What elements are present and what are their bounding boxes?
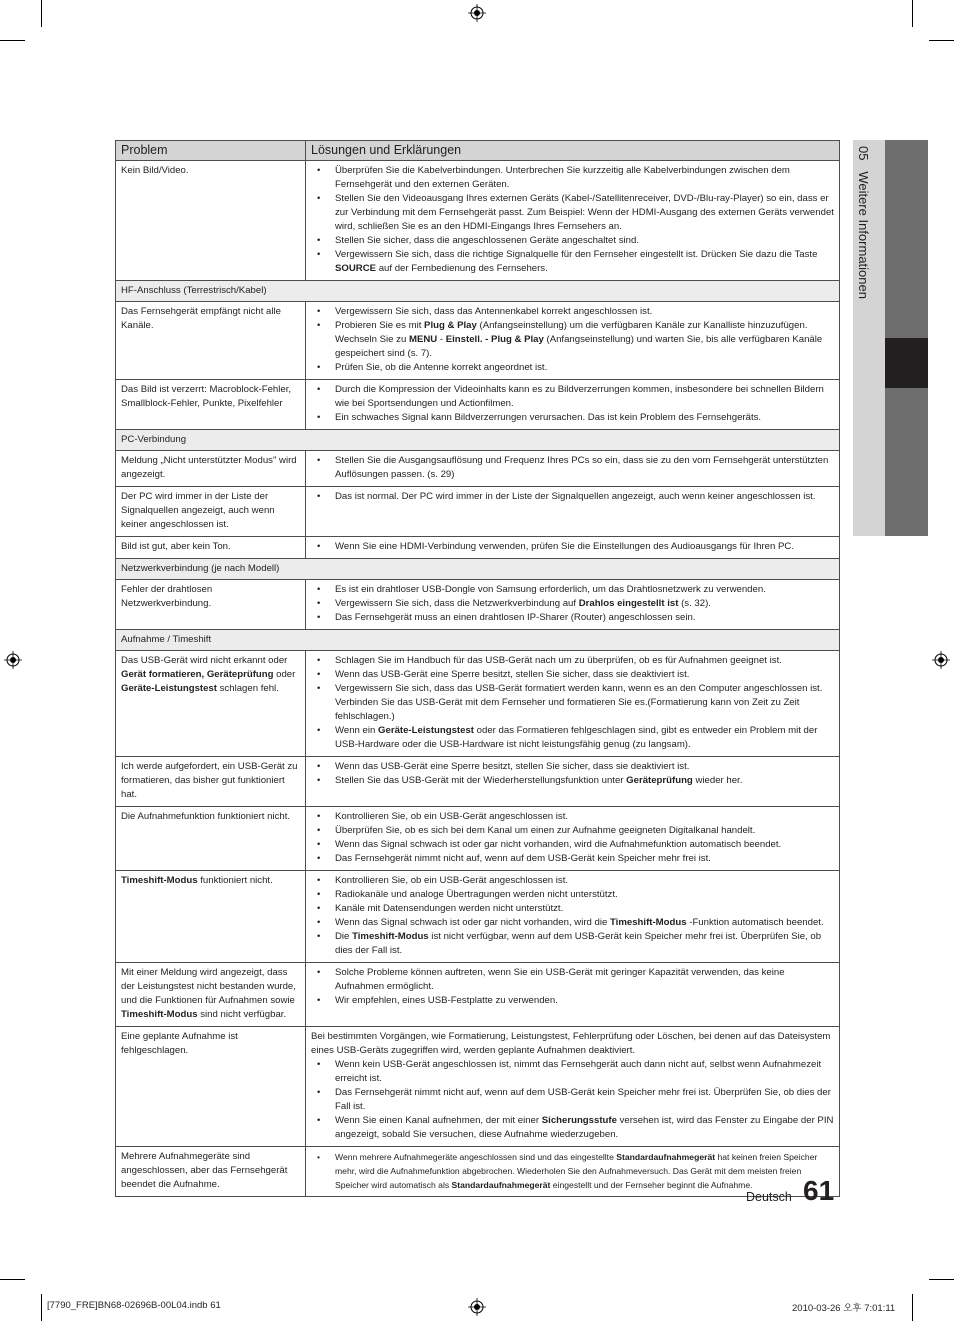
- list-item: • Kanäle mit Datensendungen werden nicht unterstützt.: [311, 902, 834, 916]
- side-tab-bar: [885, 140, 928, 338]
- list-item: • Solche Probleme können auftreten, wenn Sie ein USB-Gerät mit geringer Kapazität verwenden, das keine Aufnahmen ermöglicht.: [311, 966, 834, 994]
- solution-cell: [306, 757, 840, 807]
- troubleshooting-table: [115, 140, 840, 1197]
- problem-cell: Fehler der drahtlosen Netzwerkverbindung.: [116, 580, 306, 630]
- menu-term: Timeshift-Modus: [610, 917, 687, 928]
- list-item: • Das Fernsehgerät muss an einen drahtlosen IP-Sharer (Router) angeschlossen sein.: [311, 611, 834, 625]
- menu-term: Drahlos eingestellt ist: [578, 598, 679, 609]
- problem-cell: Kein Bild/Video.: [116, 161, 306, 281]
- solution-cell: [306, 871, 840, 963]
- text: Wenn Sie einen Kanal aufnehmen, der mit einer: [335, 1115, 542, 1126]
- list-item: • Wenn das USB-Gerät eine Sperre besitzt, stellen Sie sicher, dass sie deaktiviert ist.: [311, 760, 834, 774]
- list-item: [311, 248, 834, 276]
- solution-cell: [306, 451, 840, 487]
- page-number: 61: [803, 1175, 835, 1206]
- list-item: • Stellen Sie sicher, dass die angeschlossenen Geräte angeschaltet sind.: [311, 234, 834, 248]
- problem-cell: Der PC wird immer in der Liste der Signalquellen angezeigt, auch wenn keiner angeschlossen ist.: [116, 487, 306, 537]
- crop-mark: [0, 1279, 25, 1280]
- problem-cell: Mehrere Aufnahmegeräte sind angeschlossen, aber das Fernsehgerät beendet die Aufnahme.: [116, 1147, 306, 1197]
- solution-cell: [306, 807, 840, 871]
- menu-term: Geräte-Leistungstest: [378, 725, 474, 736]
- solution-cell: [306, 380, 840, 430]
- solution-cell: [306, 1147, 840, 1197]
- list-item: • Durch die Kompression der Videoinhalts kann es zu Bildverzerrungen kommen, insbesondere bei schnellen Bildern wie bei Sportsendungen und Actionfilmen.: [311, 383, 834, 411]
- list-item: • Stellen Sie die Ausgangsauflösung und Frequenz Ihres PCs so ein, dass sie zu den vom Fernsehgerät unterstützten Auflösungen passen. (s. 29): [311, 454, 834, 482]
- table-row: [116, 963, 840, 1027]
- table-row: [116, 161, 840, 281]
- problem-cell: Meldung „Nicht unterstützter Modus" wird angezeigt.: [116, 451, 306, 487]
- table-row: [116, 302, 840, 380]
- crop-mark: [41, 1294, 42, 1321]
- text: Vergewissern Sie sich, dass die Netzwerkverbindung auf: [335, 598, 579, 609]
- problem-cell: Das Fernsehgerät empfängt nicht alle Kanäle.: [116, 302, 306, 380]
- text: (s. 32).: [678, 598, 711, 609]
- list-item: [311, 724, 834, 752]
- crop-mark: [912, 1294, 913, 1321]
- table-row: [116, 1027, 840, 1147]
- list-item: [311, 1150, 834, 1192]
- header-problem: Problem: [116, 141, 306, 161]
- problem-cell: [116, 963, 306, 1027]
- solution-cell: [306, 963, 840, 1027]
- imprint-date: 2010-03-26 오후 7:01:11: [792, 1303, 896, 1314]
- solution-cell: [306, 537, 840, 559]
- chapter-label: [856, 146, 871, 299]
- side-tab-active-marker: [885, 338, 928, 388]
- list-item: • Ein schwaches Signal kann Bildverzerrungen verursachen. Das ist kein Problem des Fernsehgeräts.: [311, 411, 834, 425]
- table-row: [116, 1147, 840, 1197]
- list-item: • Radiokanäle und analoge Übertragungen werden nicht unterstützt.: [311, 888, 834, 902]
- section-row: [116, 630, 840, 651]
- solution-cell: [306, 302, 840, 380]
- menu-term: Einstell. - Plug & Play: [445, 334, 544, 345]
- table-row: [116, 380, 840, 430]
- chapter-number: 05: [856, 146, 871, 161]
- text: oder: [273, 669, 296, 680]
- list-item: • Es ist ein drahtloser USB-Dongle von Samsung erforderlich, um das Drahtlosnetzwerk zu verwenden.: [311, 583, 834, 597]
- text: Probieren Sie es mit: [335, 320, 425, 331]
- list-item: • Wenn das USB-Gerät eine Sperre besitzt, stellen Sie sicher, dass sie deaktiviert ist.: [311, 668, 834, 682]
- text: hat keinen freien Speicher mehr, wird die Aufnahmefunktion abgebrochen. Wiederholen Sie den Aufnahmeversuch. Das Gerät mit dem meisten freien Speicher wird automatisch als: [335, 1152, 818, 1190]
- problem-cell: [116, 651, 306, 757]
- problem-cell: Ich werde aufgefordert, ein USB-Gerät zu formatieren, das bisher gut funktioniert hat.: [116, 757, 306, 807]
- list-item: [311, 597, 834, 611]
- text: (Anfangseinstellung) um die verfügbaren Kanäle zur Kanalliste hinzuzufügen. Wechseln Sie zu: [335, 320, 808, 345]
- text: Vergewissern Sie sich, dass die richtige Signalquelle für den Fernseher eingestellt ist. Drücken Sie dazu die Taste: [335, 249, 818, 260]
- header-solutions: Lösungen und Erklärungen: [306, 141, 840, 161]
- table-row: [116, 451, 840, 487]
- list-item: • Kontrollieren Sie, ob ein USB-Gerät angeschlossen ist.: [311, 874, 834, 888]
- section-title: HF-Anschluss (Terrestrisch/Kabel): [116, 281, 840, 302]
- list-item: • Das ist normal. Der PC wird immer in der Liste der Signalquellen angezeigt, auch wenn keiner angeschlossen ist.: [311, 490, 834, 504]
- list-item: • Überprüfen Sie, ob es sich bei dem Kanal um einen zur Aufnahme geeigneten Digitalkanal handelt.: [311, 824, 834, 838]
- text: Mit einer Meldung wird angezeigt, dass der Leistungstest nicht bestanden wurde, und die Funktionen für Aufnahmen sowie: [121, 967, 296, 1006]
- solution-cell: [306, 487, 840, 537]
- text: ist nicht verfügbar, wenn auf dem USB-Gerät kein Speicher mehr frei ist. Überprüfen Sie, ob dies der Fall ist.: [335, 931, 822, 956]
- menu-term: Gerät formatieren, Geräteprüfung: [121, 669, 274, 680]
- text: versehen ist, wird das Fenster zu Eingabe der PIN angezeigt, sobald Sie versuchen, diese Aufnahme wiederzugeben.: [335, 1115, 834, 1140]
- menu-term: Standardaufnahmegerät: [451, 1180, 551, 1190]
- solution-cell: [306, 161, 840, 281]
- text: eingestellt und der Fernseher beginnt die Aufnahme.: [550, 1180, 753, 1190]
- list-item: [311, 1114, 834, 1142]
- text: auf der Fernbedienung des Fernsehers.: [376, 263, 548, 274]
- registration-mark-icon: [932, 651, 950, 669]
- problem-cell: Bild ist gut, aber kein Ton.: [116, 537, 306, 559]
- text: (Anfangseinstellung) und warten Sie, bis alle verfügbaren Kanäle gespeichert sind (s. 7).: [335, 334, 823, 359]
- solution-cell: [306, 1027, 840, 1147]
- menu-term: Standardaufnahmegerät: [616, 1152, 716, 1162]
- table-row: [116, 580, 840, 630]
- list-item: [311, 774, 834, 788]
- text: funktioniert nicht.: [197, 875, 273, 886]
- text: Die: [335, 931, 353, 942]
- list-item: • Prüfen Sie, ob die Antenne korrekt angeordnet ist.: [311, 361, 834, 375]
- table-row: [116, 487, 840, 537]
- list-item: • Kontrollieren Sie, ob ein USB-Gerät angeschlossen ist.: [311, 810, 834, 824]
- text: -: [437, 334, 446, 345]
- side-tab-bar: [885, 388, 928, 536]
- menu-term: Timeshift-Modus: [121, 1009, 198, 1020]
- table-row: [116, 871, 840, 963]
- chapter-title: Weitere Informationen: [856, 171, 871, 299]
- text: wieder her.: [692, 775, 743, 786]
- list-item: • Vergewissern Sie sich, dass das USB-Gerät formatiert werden kann, wenn es an den Computer angeschlossen ist. Verbinden Sie das USB-Gerät mit dem Fernseher und formatieren Sie es.(Formatierung kann von Zeit zu Zeit fehlschlagen.): [311, 682, 834, 724]
- text: Das USB-Gerät wird nicht erkannt oder: [121, 655, 288, 666]
- list-item: • Vergewissern Sie sich, dass das Antennenkabel korrekt angeschlossen ist.: [311, 305, 834, 319]
- crop-mark: [929, 40, 954, 41]
- section-title: PC-Verbindung: [116, 430, 840, 451]
- text: Wenn das Signal schwach ist oder gar nicht vorhanden, wird die: [335, 917, 610, 928]
- menu-term: Sicherungsstufe: [541, 1115, 617, 1126]
- crop-mark: [912, 0, 913, 27]
- menu-term: Geräteprüfung: [626, 775, 693, 786]
- table-row: [116, 807, 840, 871]
- section-row: [116, 559, 840, 580]
- registration-mark-icon: [4, 651, 22, 669]
- solution-cell: [306, 580, 840, 630]
- menu-term: Timeshift-Modus: [121, 875, 198, 886]
- section-title: Aufnahme / Timeshift: [116, 630, 840, 651]
- crop-mark: [929, 1279, 954, 1280]
- section-row: [116, 430, 840, 451]
- text: Wenn ein: [335, 725, 379, 736]
- intro-text: Bei bestimmten Vorgängen, wie Formatierung, Leistungstest, Fehlerprüfung oder Löschen, bei denen auf das Dateisystem eines USB-Geräts zugegriffen wird, werden geplante Aufnahmen deaktiviert.: [311, 1031, 831, 1056]
- imprint-file: [7790_FRE]BN68-02696B-00L04.indb 61: [47, 1300, 221, 1311]
- problem-cell: Die Aufnahmefunktion funktioniert nicht.: [116, 807, 306, 871]
- text: -Funktion automatisch beendet.: [686, 917, 824, 928]
- text: Stellen Sie das USB-Gerät mit der Wiederherstellungsfunktion unter: [335, 775, 627, 786]
- text: schlagen fehl.: [216, 683, 279, 694]
- list-item: • Wenn das Signal schwach ist oder gar nicht vorhanden, wird die Aufnahmefunktion automatisch beendet.: [311, 838, 834, 852]
- list-item: • Wenn Sie eine HDMI-Verbindung verwenden, prüfen Sie die Einstellungen des Audioausgangs für Ihren PC.: [311, 540, 834, 554]
- list-item: • Wir empfehlen, eines USB-Festplatte zu verwenden.: [311, 994, 834, 1008]
- section-row: [116, 281, 840, 302]
- table-row: [116, 757, 840, 807]
- footer-language: Deutsch: [746, 1190, 792, 1204]
- text: sind nicht verfügbar.: [197, 1009, 287, 1020]
- list-item: [311, 930, 834, 958]
- section-title: Netzwerkverbindung (je nach Modell): [116, 559, 840, 580]
- list-item: • Das Fernsehgerät nimmt nicht auf, wenn auf dem USB-Gerät kein Speicher mehr frei ist.: [311, 852, 834, 866]
- key-name: SOURCE: [335, 263, 377, 274]
- menu-term: Geräte-Leistungstest: [121, 683, 217, 694]
- text: oder das Formatieren fehlgeschlagen sind, gibt es entweder ein Problem mit der USB-Hardware oder die USB-Hardware ist nicht leistungsfähig genug (zu langsam).: [335, 725, 818, 750]
- problem-cell: [116, 871, 306, 963]
- list-item: • Stellen Sie den Videoausgang Ihres externen Geräts (Kabel-/Satellitenreceiver, DVD-/Blu-ray-Player) so ein, dass er zur Verbindung mit dem Fernsehgerät passt. Zum Beispiel: Wenn der HDMI-Ausgang des externen Geräts verwendet wird, schließen Sie es an den HDMI-Eingangs Ihres Fernsehers an.: [311, 192, 834, 234]
- list-item: • Wenn kein USB-Gerät angeschlossen ist, nimmt das Fernsehgerät auch dann nicht auf, selbst wenn Aufnahmezeit erreicht ist.: [311, 1058, 834, 1086]
- menu-term: Timeshift-Modus: [352, 931, 429, 942]
- crop-mark: [41, 0, 42, 27]
- solution-cell: [306, 651, 840, 757]
- list-item: • Überprüfen Sie die Kabelverbindungen. Unterbrechen Sie kurzzeitig alle Kabelverbindungen zwischen dem Fernsehgerät und den externen Geräten.: [311, 164, 834, 192]
- list-item: [311, 319, 834, 361]
- registration-mark-icon: [468, 4, 486, 22]
- table-header-row: [116, 141, 840, 161]
- registration-mark-icon: [468, 1298, 486, 1316]
- list-item: • Das Fernsehgerät nimmt nicht auf, wenn auf dem USB-Gerät kein Speicher mehr frei ist. Überprüfen Sie, ob dies der Fall ist.: [311, 1086, 834, 1114]
- problem-cell: Das Bild ist verzerrt: Macroblock-Fehler, Smallblock-Fehler, Punkte, Pixelfehler: [116, 380, 306, 430]
- table-row: [116, 537, 840, 559]
- table-row: [116, 651, 840, 757]
- text: Wenn mehrere Aufnahmegeräte angeschlossen sind und das eingestellte: [335, 1152, 617, 1162]
- crop-mark: [0, 40, 25, 41]
- problem-cell: Eine geplante Aufnahme ist fehlgeschlagen.: [116, 1027, 306, 1147]
- menu-term: Plug & Play: [424, 320, 477, 331]
- menu-term: MENU: [408, 334, 438, 345]
- list-item: [311, 916, 834, 930]
- list-item: • Schlagen Sie im Handbuch für das USB-Gerät nach um zu überprüfen, ob es für Aufnahmen geeignet ist.: [311, 654, 834, 668]
